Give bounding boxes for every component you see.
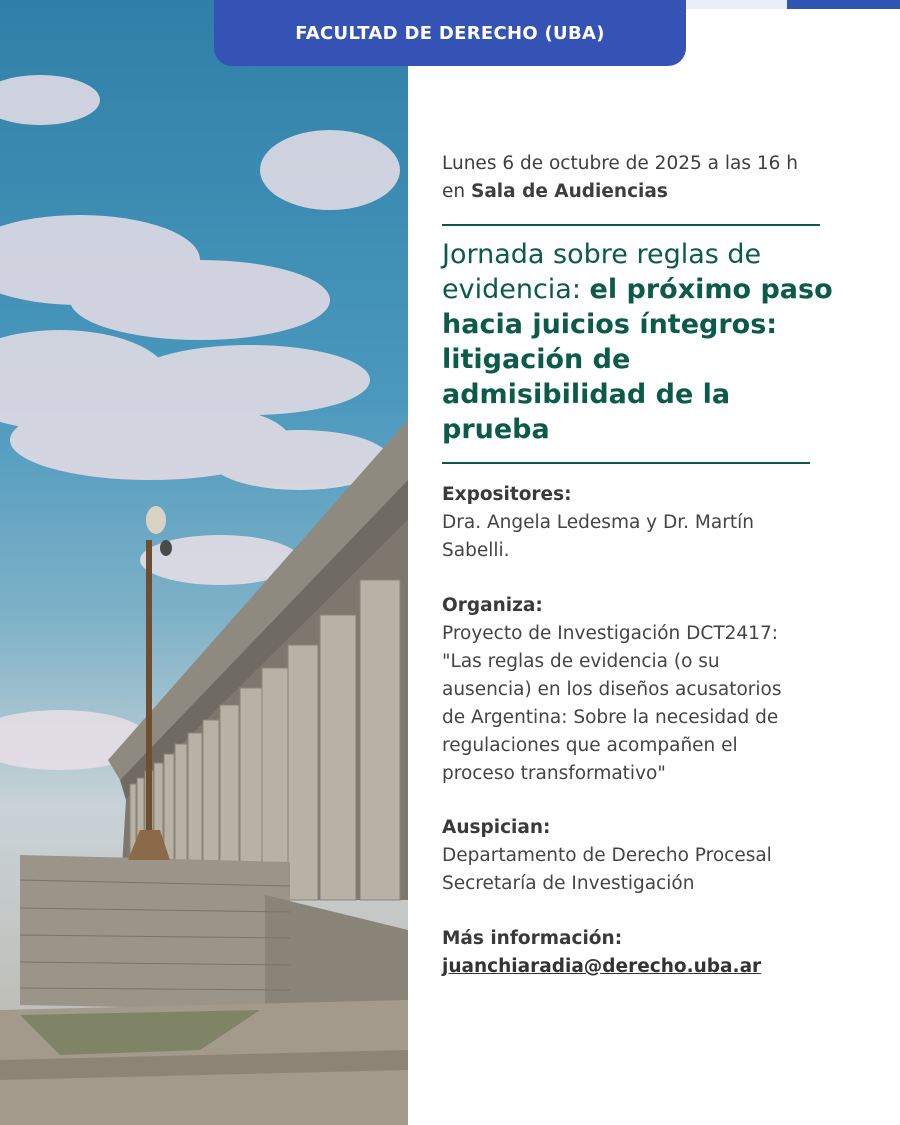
- building-photo: [0, 0, 408, 1125]
- organizer-line: ausencia) en los diseños acusatorios: [442, 679, 782, 700]
- lamp-icon: [146, 506, 166, 534]
- institution-name: FACULTAD DE DERECHO (UBA): [295, 22, 605, 44]
- organizer-label: Organiza:: [442, 595, 543, 616]
- sponsors-section: [442, 814, 832, 898]
- courthouse-illustration: [0, 0, 408, 1125]
- divider-bottom: [442, 462, 810, 464]
- title-bold: el próximo paso hacia juicios íntegros: litigación de admisibilidad de la prueba: [442, 274, 833, 445]
- contact-email-link[interactable]: juanchiaradia@derecho.uba.ar: [442, 956, 762, 977]
- stone-base: [20, 855, 290, 1010]
- event-title: [442, 237, 842, 447]
- speakers-section: [442, 481, 832, 565]
- venue-prefix: en: [442, 181, 466, 202]
- top-accent-right: [787, 0, 900, 9]
- organizer-line: "Las reglas de evidencia (o su: [442, 651, 720, 672]
- info-section: [442, 925, 832, 981]
- event-date: Lunes 6 de octubre de 2025 a las 16 h: [442, 153, 798, 174]
- event-details: [442, 150, 842, 206]
- sponsor-line: Secretaría de Investigación: [442, 873, 695, 894]
- info-label: Más información:: [442, 928, 623, 949]
- event-venue: Sala de Audiencias: [471, 181, 668, 202]
- sponsors-label: Auspician:: [442, 817, 551, 838]
- event-venue-line: [442, 178, 842, 206]
- organizer-section: [442, 592, 832, 788]
- organizer-line: de Argentina: Sobre la necesidad de: [442, 707, 779, 728]
- lamp-post: [146, 540, 152, 860]
- speakers-line-1: Dra. Angela Ledesma y Dr. Martín: [442, 512, 754, 533]
- title-light: Jornada sobre reglas de evidencia:: [442, 239, 762, 305]
- sponsor-line: Departamento de Derecho Procesal: [442, 845, 772, 866]
- divider-top: [442, 224, 820, 226]
- speakers-label: Expositores:: [442, 484, 572, 505]
- institution-banner: [214, 0, 686, 66]
- organizer-line: proceso transformativo": [442, 763, 666, 784]
- organizer-line: regulaciones que acompañen el: [442, 735, 738, 756]
- organizer-line: Proyecto de Investigación DCT2417:: [442, 623, 778, 644]
- speakers-line-2: Sabelli.: [442, 540, 510, 561]
